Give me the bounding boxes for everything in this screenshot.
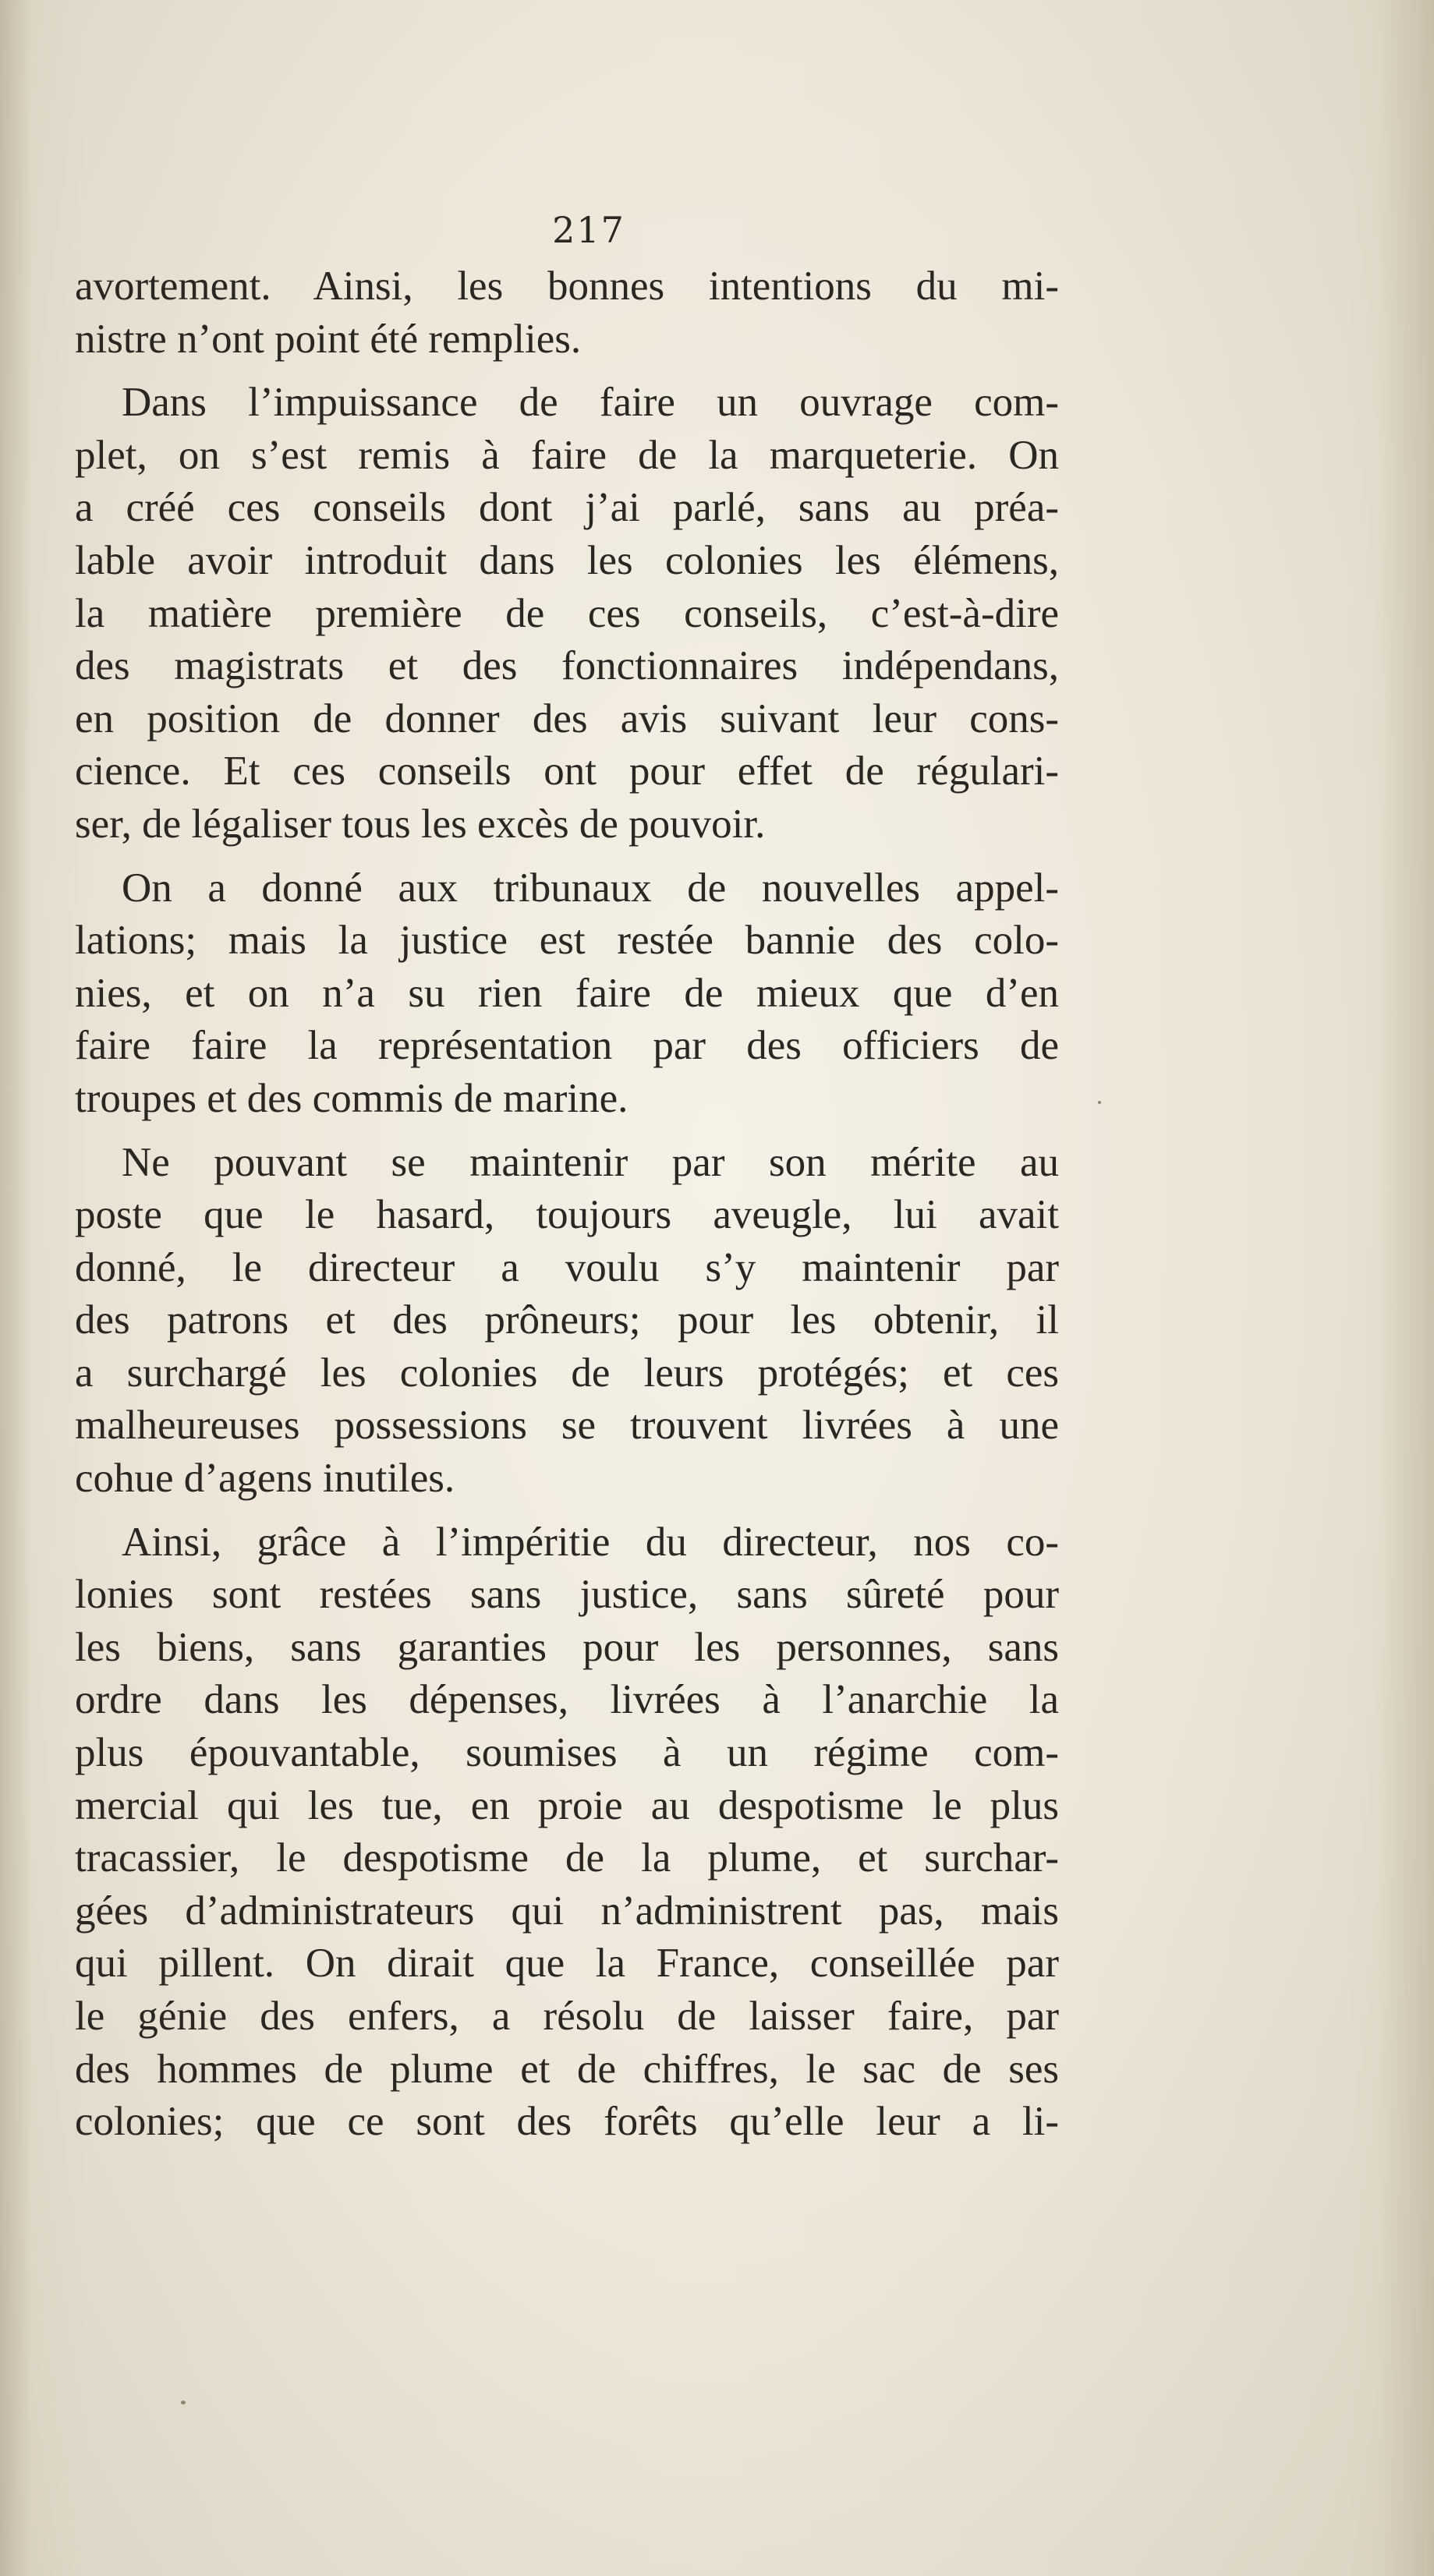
text-line: le génie des enfers, a résolu de laisser faire, par: [75, 1994, 1059, 2039]
body-text: [75, 260, 1059, 2160]
text-line: la matière première de ces conseils, c’est-à-dire: [75, 590, 1059, 636]
text-line: tracassier, le despotisme de la plume, et surchar-: [75, 1835, 1059, 1881]
paragraph-3: [75, 862, 1059, 1126]
text-line: en position de donner des avis suivant leur cons-: [75, 695, 1059, 741]
page-edge-shading: [1379, 0, 1434, 2576]
text-line: colonies; que ce sont des forêts qu’elle leur a li-: [75, 2099, 1059, 2145]
text-line: cience. Et ces conseils ont pour effet de régulari-: [75, 748, 1059, 794]
gutter-shadow: [0, 0, 31, 2576]
text-line: a surchargé les colonies de leurs protégés; et ces: [75, 1350, 1059, 1396]
text-line: nies, et on n’a su rien faire de mieux que d’en: [75, 970, 1059, 1016]
paragraph-4: [75, 1137, 1059, 1506]
text-line: nistre n’ont point été remplies.: [75, 316, 582, 362]
text-line: lations; mais la justice est restée bannie des colo-: [75, 918, 1059, 964]
text-line: a créé ces conseils dont j’ai parlé, sans au préa-: [75, 485, 1059, 531]
paragraph-5: [75, 1516, 1059, 2149]
text-line: cohue d’agens inutiles.: [75, 1456, 455, 1502]
text-line: qui pillent. On dirait que la France, conseillée par: [75, 1941, 1059, 1987]
paragraph-2: [75, 377, 1059, 851]
page-number: 217: [552, 209, 625, 251]
text-line: plet, on s’est remis à faire de la marqueterie. On: [75, 432, 1059, 478]
text-line: gées d’administrateurs qui n’administrent pas, mais: [75, 1888, 1059, 1934]
text-line: mercial qui les tue, en proie au despotisme le plus: [75, 1782, 1059, 1828]
text-line: Ne pouvant se maintenir par son mérite au: [122, 1139, 1059, 1185]
paper-speck: [181, 2401, 186, 2404]
text-line: poste que le hasard, toujours aveugle, lui avait: [75, 1192, 1059, 1238]
paragraph-1: [75, 260, 1059, 366]
paper-speck: [1098, 1101, 1101, 1104]
text-line: ordre dans les dépenses, livrées à l’anarchie la: [75, 1677, 1059, 1723]
text-line: troupes et des commis de marine.: [75, 1075, 628, 1121]
text-line: des magistrats et des fonctionnaires indépendans,: [75, 643, 1059, 689]
text-line: lable avoir introduit dans les colonies les élémens,: [75, 537, 1059, 583]
text-line: des patrons et des prôneurs; pour les obtenir, il: [75, 1297, 1059, 1343]
text-line: des hommes de plume et de chiffres, le sac de ses: [75, 2046, 1059, 2092]
text-line: Dans l’impuissance de faire un ouvrage com-: [122, 380, 1059, 426]
text-line: faire faire la représentation par des officiers de: [75, 1023, 1059, 1069]
text-line: plus épouvantable, soumises à un régime com-: [75, 1730, 1059, 1776]
text-line: donné, le directeur a voulu s’y maintenir par: [75, 1244, 1059, 1290]
text-line: les biens, sans garanties pour les personnes, sans: [75, 1624, 1059, 1670]
text-line: On a donné aux tribunaux de nouvelles appel-: [122, 865, 1059, 911]
text-line: malheureuses possessions se trouvent livrées à une: [75, 1403, 1059, 1449]
text-line: avortement. Ainsi, les bonnes intentions du mi-: [75, 264, 1059, 309]
text-line: Ainsi, grâce à l’impéritie du directeur, nos co-: [122, 1519, 1059, 1565]
text-line: lonies sont restées sans justice, sans sûreté pour: [75, 1572, 1059, 1618]
text-line: ser, de légaliser tous les excès de pouvoir.: [75, 801, 766, 847]
